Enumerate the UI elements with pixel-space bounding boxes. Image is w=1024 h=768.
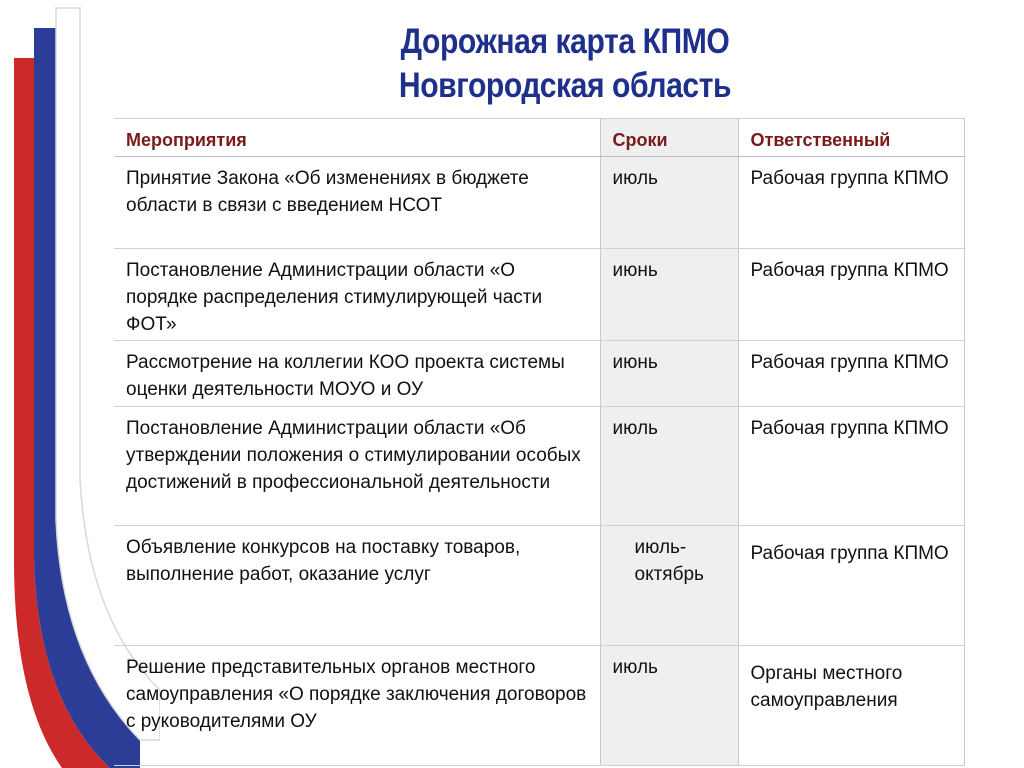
table-header-row bbox=[114, 119, 964, 157]
term-cell: июль-октябрь bbox=[600, 526, 738, 646]
event-cell: Постановление Администрации области «О порядке распределения стимулирующей части ФОТ» bbox=[114, 249, 600, 341]
event-cell: Объявление конкурсов на поставку товаров, выполнение работ, оказание услуг bbox=[114, 526, 600, 646]
table-row bbox=[114, 526, 964, 646]
term-cell: июнь bbox=[600, 341, 738, 407]
event-cell: Постановление Администрации области «Об утверждении положения о стимулировании особых достижений в профессиональной деятельности bbox=[114, 407, 600, 526]
responsible-cell: Рабочая группа КПМО bbox=[738, 157, 964, 249]
table-row bbox=[114, 407, 964, 526]
term-cell: июль bbox=[600, 407, 738, 526]
term-cell: июль bbox=[600, 157, 738, 249]
header-responsible: Ответственный bbox=[738, 119, 964, 157]
table-row bbox=[114, 341, 964, 407]
title-line-1: Дорожная карта КПМО bbox=[400, 22, 730, 61]
term-cell: июль bbox=[600, 646, 738, 766]
responsible-cell: Органы местного самоуправления bbox=[738, 646, 964, 766]
header-events: Мероприятия bbox=[114, 119, 600, 157]
responsible-cell: Рабочая группа КПМО bbox=[738, 341, 964, 407]
table-row bbox=[114, 157, 964, 249]
table-row bbox=[114, 646, 964, 766]
page-title bbox=[337, 20, 793, 108]
event-cell: Рассмотрение на коллегии КОО проекта системы оценки деятельности МОУО и ОУ bbox=[114, 341, 600, 407]
header-terms: Сроки bbox=[600, 119, 738, 157]
term-cell: июнь bbox=[600, 249, 738, 341]
responsible-cell: Рабочая группа КПМО bbox=[738, 407, 964, 526]
responsible-cell: Рабочая группа КПМО bbox=[738, 249, 964, 341]
title-line-2: Новгородская область bbox=[398, 66, 732, 105]
event-cell: Решение представительных органов местного самоуправления «О порядке заключения договоров с руководителями ОУ bbox=[114, 646, 600, 766]
table-row bbox=[114, 249, 964, 341]
event-cell: Принятие Закона «Об изменениях в бюджете области в связи с введением НСОТ bbox=[114, 157, 600, 249]
roadmap-table bbox=[114, 118, 965, 766]
responsible-cell: Рабочая группа КПМО bbox=[738, 526, 964, 646]
